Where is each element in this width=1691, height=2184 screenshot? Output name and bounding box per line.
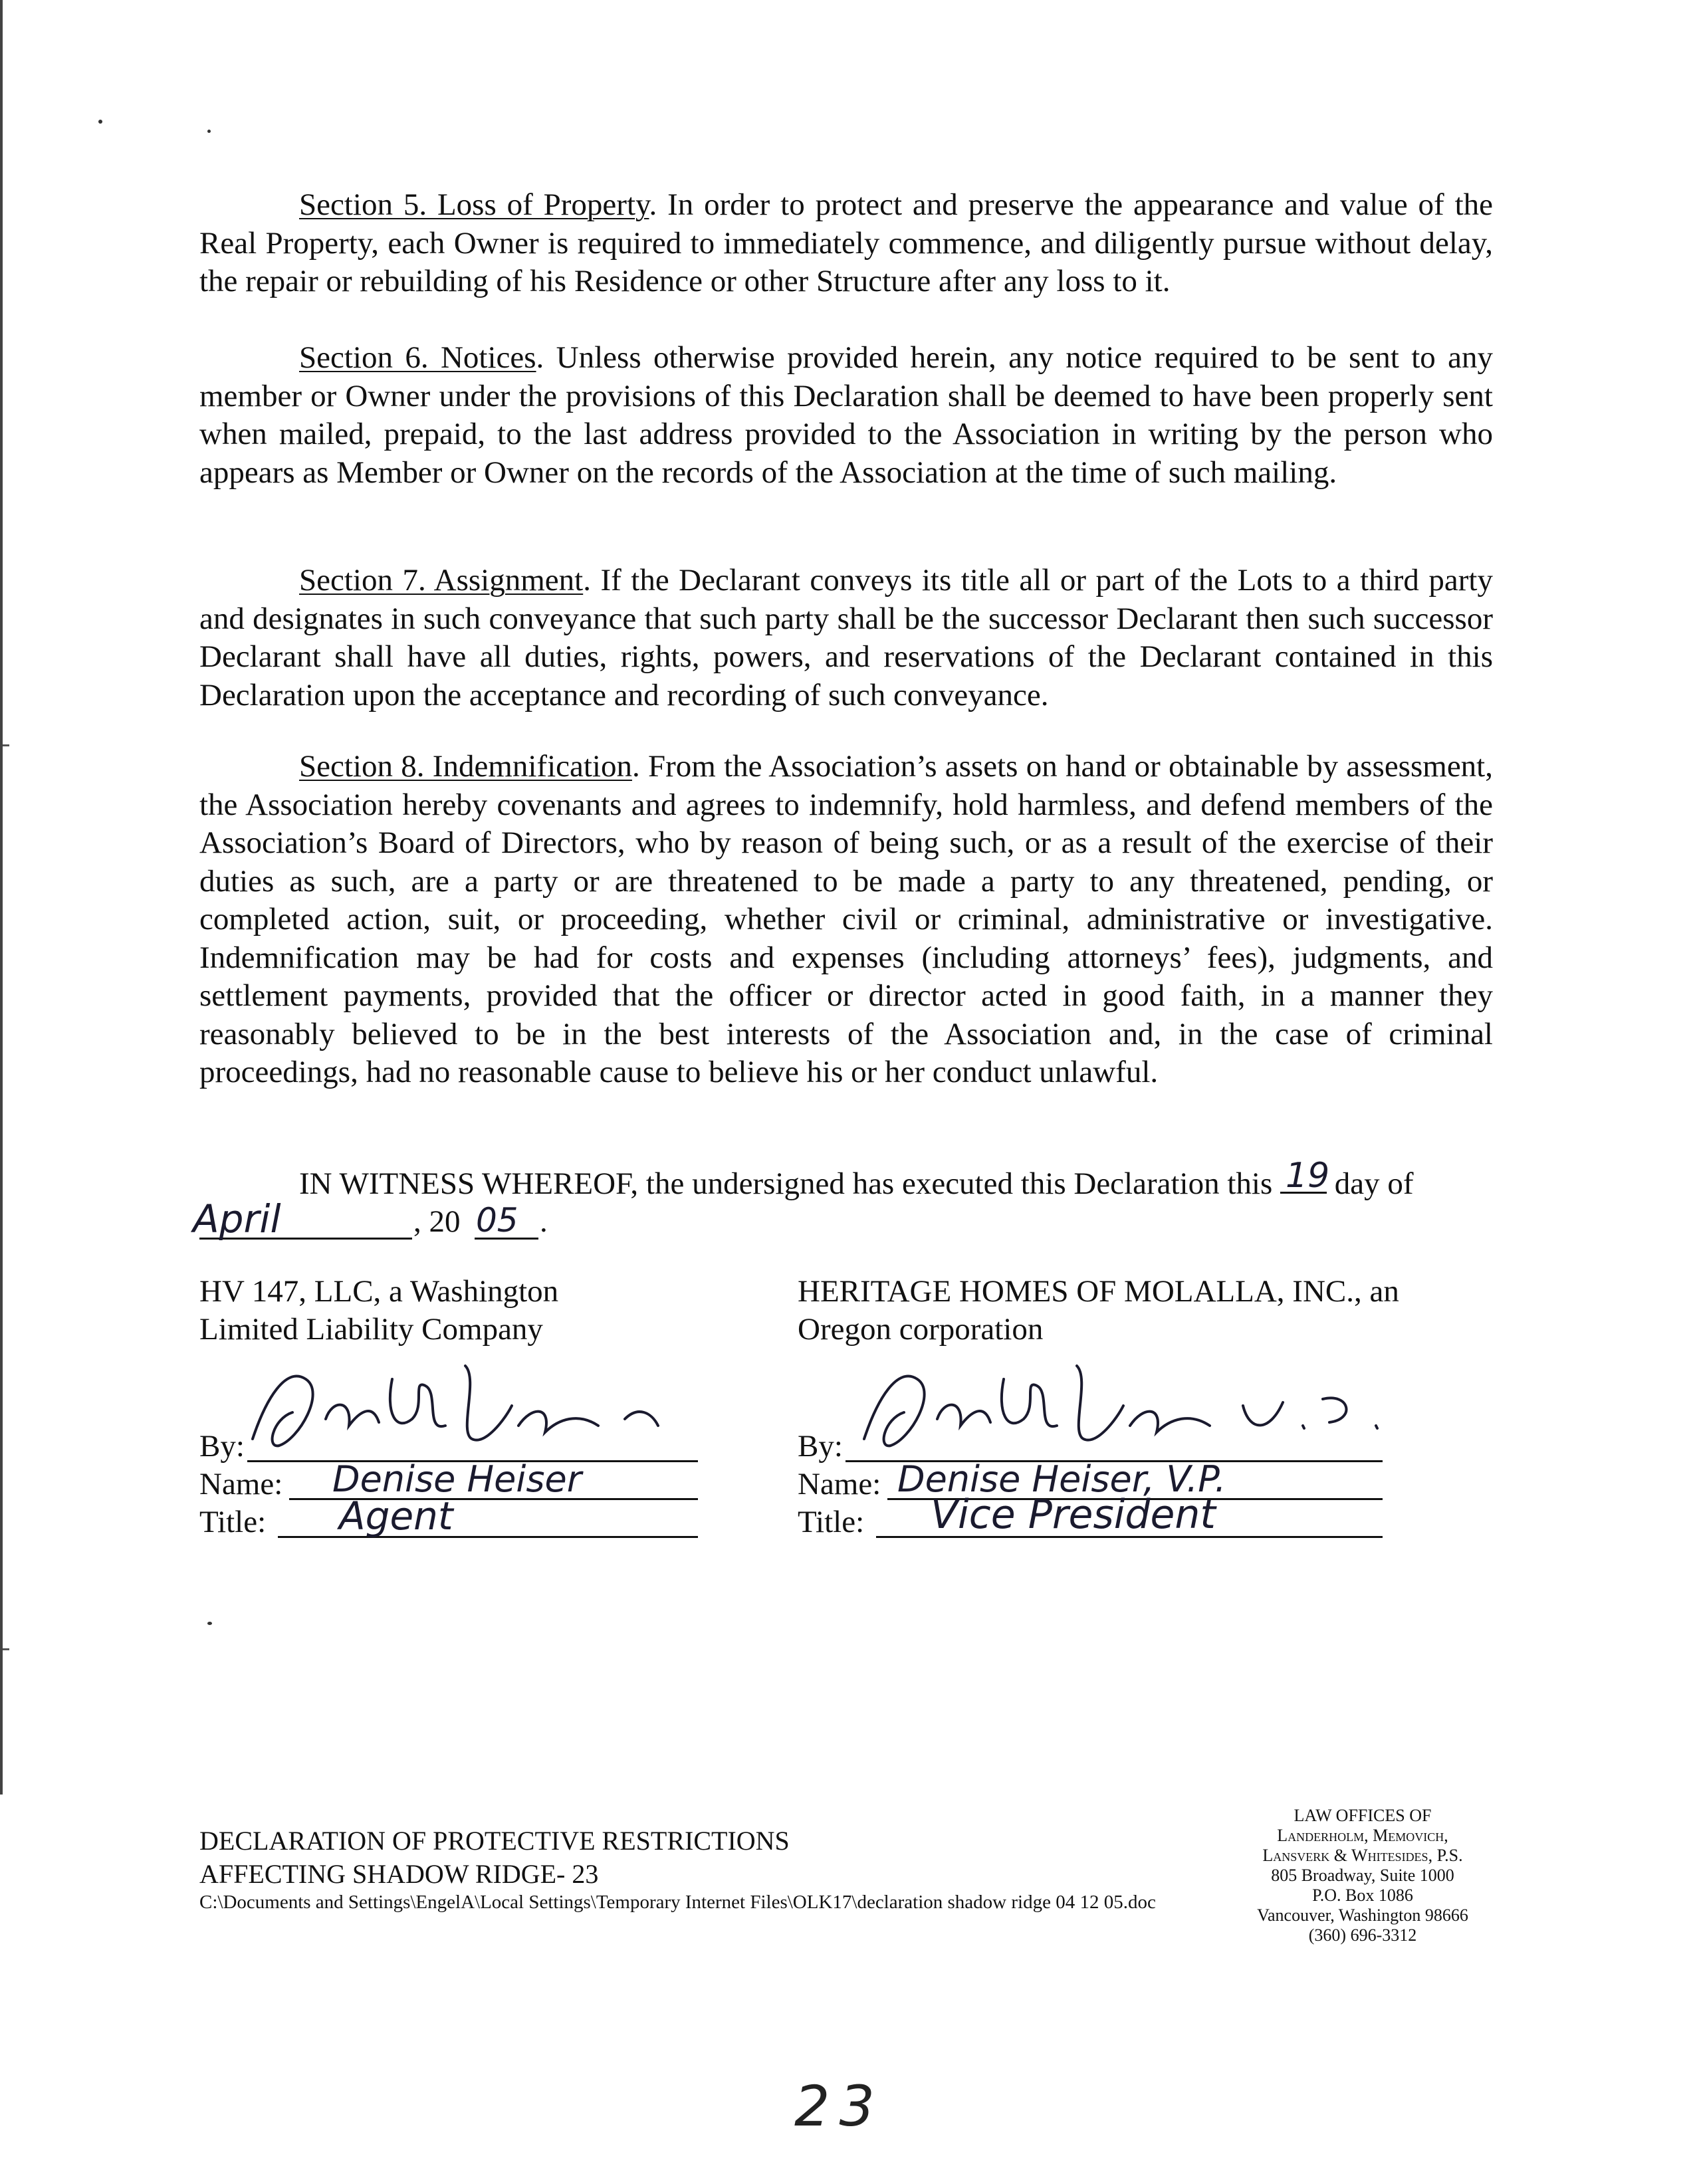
title-label: Title:	[199, 1505, 267, 1539]
law-office-line6: Vancouver, Washington 98666	[1257, 1906, 1468, 1925]
witness-clause	[193, 1156, 1502, 1243]
witness-text-day-of: day of	[1334, 1166, 1414, 1201]
day-blank	[1280, 1156, 1330, 1196]
scan-edge-line	[0, 0, 3, 1795]
by-label: By:	[199, 1429, 245, 1464]
name-label: Name:	[199, 1467, 283, 1501]
section-8-paragraph	[199, 748, 1493, 1092]
entity-name-line1: HV 147, LLC, a Washington	[199, 1274, 559, 1309]
footer-file-path: C:\Documents and Settings\EngelA\Local Settings\Temporary Internet Files\OLK17\declaration shadow ridge 04 12 05.doc	[199, 1892, 1156, 1913]
signature-right	[844, 1339, 1442, 1466]
section-7-body: . If the Declarant conveys its title all or part of the Lots to a third party and designates in such conveyance that such party shall be the successor Declarant then such successor Declarant shall have all duties, rights, powers, and reservations of the Declarant contained in this Declaration upon the acceptance and recording of such conveyance.	[199, 563, 1493, 712]
section-8-body: . From the Association’s assets on hand or obtainable by assessment, the Association hereby covenants and agrees to indemnify, hold harmless, and defend members of the Association’s Board of Directors, who by reason of being such, or as a result of the exercise of their duties as such, are a party or are threatened to be made a party to any threatened, pending, or completed action, suit, or proceeding, whether civil or criminal, administrative or investigative. Indemnification may be had for costs and expenses (including attorneys’ fees), judgments, and settlement payments, provided that the officer or director acted in good faith, in a manner they reasonably believed to be in the best interests of the Association and, in the case of criminal proceedings, had no reasonable cause to believe his or her conduct unlawful.	[199, 749, 1493, 1089]
law-office-line3: Lansverk & Whitesides, P.S.	[1262, 1846, 1463, 1865]
footer-title-line2: AFFECTING SHADOW RIDGE- 23	[199, 1859, 599, 1889]
section-5-heading: Section 5. Loss of Property	[299, 187, 649, 222]
scan-speck	[98, 120, 102, 124]
section-6-heading: Section 6. Notices	[299, 340, 536, 375]
page-number-handwritten: 23	[794, 2074, 884, 2139]
law-office-line4: 805 Broadway, Suite 1000	[1271, 1866, 1454, 1885]
name-handwritten: Denise Heiser	[332, 1458, 582, 1500]
year-prefix: , 20	[413, 1204, 461, 1239]
scan-edge-tick	[3, 744, 9, 746]
footer-document-title	[199, 1824, 790, 1891]
law-office-line1: LAW OFFICES OF	[1294, 1806, 1432, 1825]
day-handwritten: 19	[1286, 1156, 1330, 1196]
year-blank	[475, 1201, 538, 1240]
law-office-line5: P.O. Box 1086	[1312, 1886, 1413, 1905]
scan-speck	[207, 130, 211, 133]
law-office-line7: (360) 696-3312	[1308, 1925, 1417, 1945]
by-label: By:	[798, 1429, 843, 1464]
name-label: Name:	[798, 1467, 881, 1501]
section-5-body: . In order to protect and preserve the appearance and value of the Real Property, each Owner is required to immediately commence, and diligently pursue without delay, the repair or rebuilding of his Residence or other Structure after any loss to it.	[199, 187, 1493, 298]
footer-title-line1: DECLARATION OF PROTECTIVE RESTRICTIONS	[199, 1826, 790, 1856]
section-5-paragraph	[199, 186, 1493, 301]
name-handwritten: Denise Heiser, V.P.	[897, 1458, 1226, 1500]
section-7-heading: Section 7. Assignment	[299, 563, 584, 598]
title-handwritten: Agent	[339, 1493, 453, 1539]
entity-name-line2: Limited Liability Company	[199, 1312, 543, 1347]
year-handwritten: 05	[476, 1201, 518, 1240]
section-8-heading: Section 8. Indemnification	[299, 749, 632, 784]
title-handwritten: Vice President	[931, 1491, 1216, 1538]
section-6-body: . Unless otherwise provided herein, any notice required to be sent to any member or Owner under the provisions of this Declaration shall be deemed to have been properly sent when mailed, prepaid, to the last address provided to the Association in writing by the person who appears as Member or Owner on the records of the Association at the time of such mailing.	[199, 340, 1493, 490]
law-office-block	[1200, 1806, 1525, 1945]
entity-name-line2: Oregon corporation	[798, 1312, 1044, 1347]
law-office-line2: Landerholm, Memovich,	[1277, 1826, 1448, 1845]
year-suffix: .	[540, 1204, 548, 1239]
month-blank	[193, 1196, 412, 1242]
section-6-paragraph	[199, 339, 1493, 492]
title-label: Title:	[798, 1505, 865, 1539]
signature-left	[226, 1339, 731, 1466]
scan-edge-tick	[3, 1648, 9, 1650]
scan-speck	[207, 1622, 212, 1625]
section-7-paragraph	[199, 562, 1493, 714]
entity-name-line1: HERITAGE HOMES OF MOLALLA, INC., an	[798, 1274, 1399, 1309]
month-handwritten: April	[193, 1196, 281, 1242]
witness-text: IN WITNESS WHEREOF, the undersigned has executed this Declaration this	[299, 1166, 1273, 1201]
